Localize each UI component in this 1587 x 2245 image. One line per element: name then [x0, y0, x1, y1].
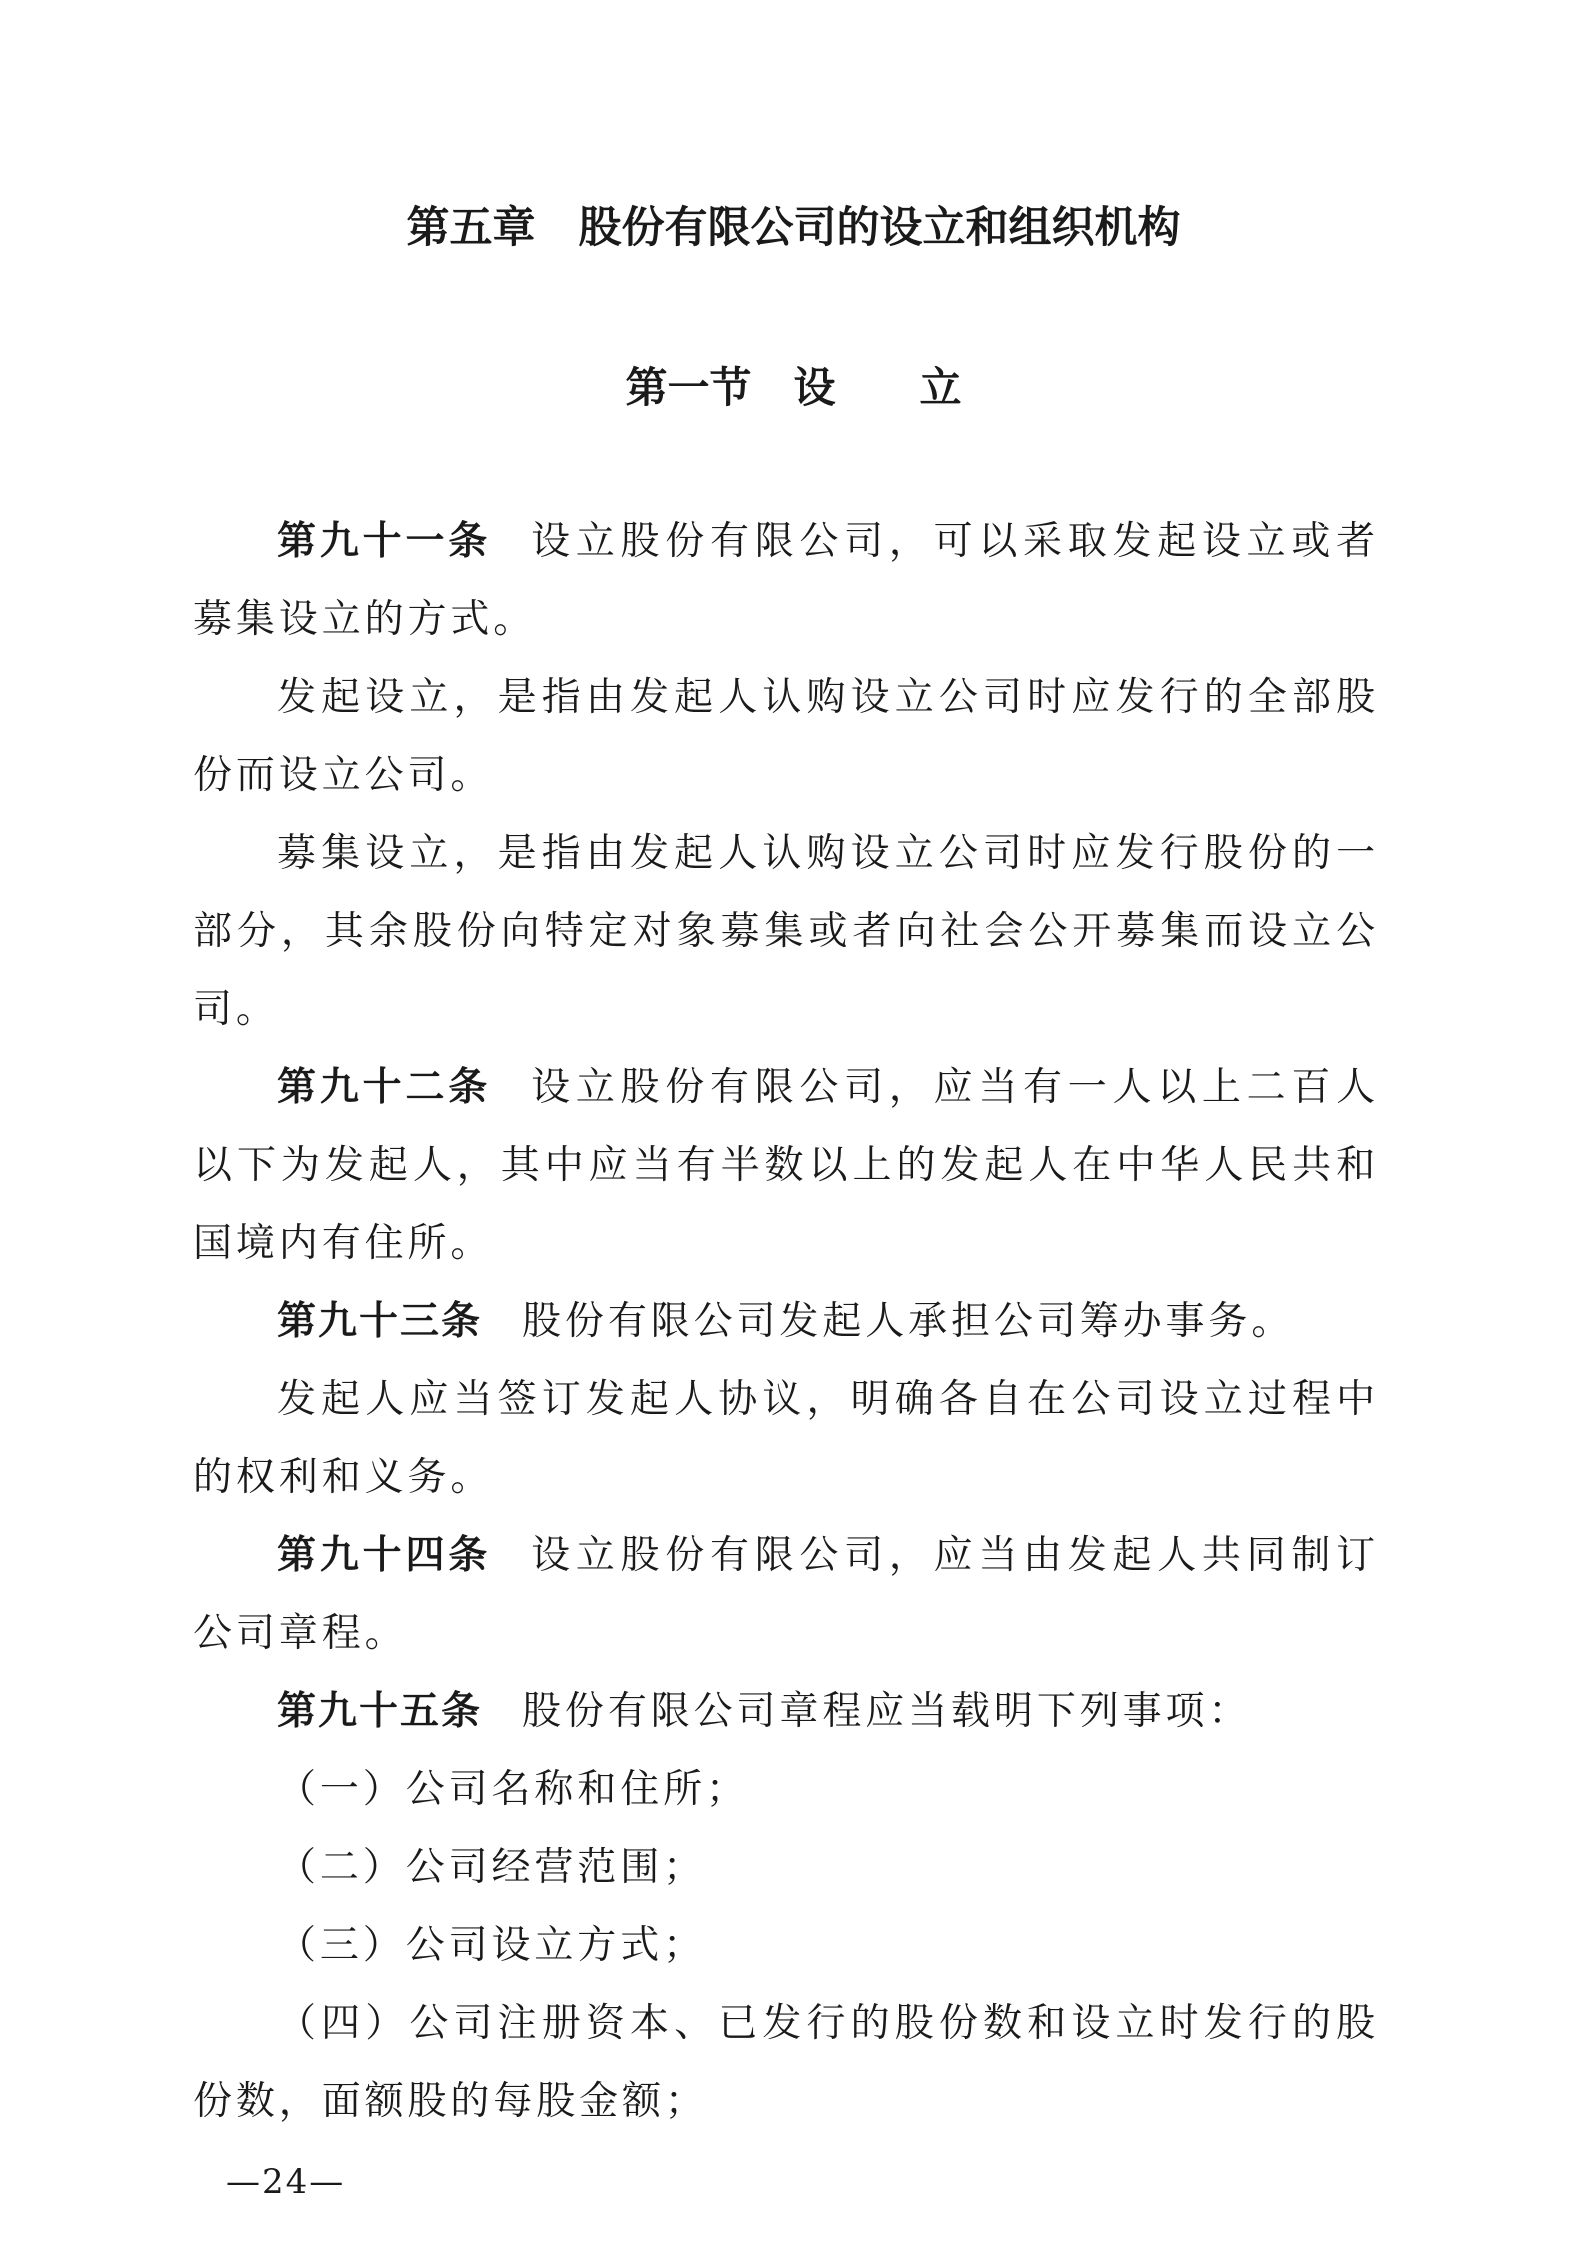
list-item: [193, 1907, 1379, 1985]
paragraph: [193, 1673, 1379, 1751]
article-number: 第九十五条: [277, 1689, 483, 1734]
paragraph: [193, 503, 1379, 659]
list-item: [193, 1829, 1379, 1907]
paragraph-text: 设立股份有限公司，应当有一人以上二百人以下为发起人，其中应当有半数以上的发起人在中华人民共和国境内有住所。: [193, 1065, 1379, 1266]
list-item-text: （二）公司经营范围；: [277, 1845, 707, 1890]
chapter-title: 第五章 股份有限公司的设立和组织机构: [406, 203, 1181, 253]
paragraph: [193, 815, 1379, 1049]
body-text: [193, 503, 1379, 2141]
list-item: [193, 1985, 1379, 2141]
paragraph: [193, 1049, 1379, 1283]
paragraph-text: 募集设立，是指由发起人认购设立公司时应发行股份的一部分，其余股份向特定对象募集或者向社会公开募集而设立公司。: [193, 831, 1379, 1032]
list-item-text: （一）公司名称和住所；: [277, 1767, 749, 1812]
article-number: 第九十三条: [277, 1299, 483, 1344]
paragraph: [193, 1361, 1379, 1517]
article-number: 第九十二条: [277, 1065, 492, 1110]
list-item: [193, 1751, 1379, 1829]
article-number: 第九十四条: [277, 1533, 492, 1578]
paragraph-text: 设立股份有限公司，可以采取发起设立或者募集设立的方式。: [193, 519, 1379, 642]
paragraph-text: 发起人应当签订发起人协议，明确各自在公司设立过程中的权利和义务。: [193, 1377, 1379, 1500]
article-number: 第九十一条: [277, 519, 492, 564]
paragraph: [193, 659, 1379, 815]
paragraph: [193, 1283, 1379, 1361]
list-item-text: （三）公司设立方式；: [277, 1923, 707, 1968]
list-item-text: （四）公司注册资本、已发行的股份数和设立时发行的股份数，面额股的每股金额；: [193, 2001, 1379, 2124]
paragraph: [193, 1517, 1379, 1673]
section-title: 第一节 设 立: [625, 363, 962, 412]
page-number: —24—: [226, 2162, 346, 2202]
paragraph-text: 股份有限公司发起人承担公司筹办事务。: [522, 1299, 1295, 1344]
paragraph-text: 股份有限公司章程应当载明下列事项：: [522, 1689, 1252, 1734]
paragraph-text: 发起设立，是指由发起人认购设立公司时应发行的全部股份而设立公司。: [193, 675, 1379, 798]
paragraph-text: 设立股份有限公司，应当由发起人共同制订公司章程。: [193, 1533, 1379, 1656]
